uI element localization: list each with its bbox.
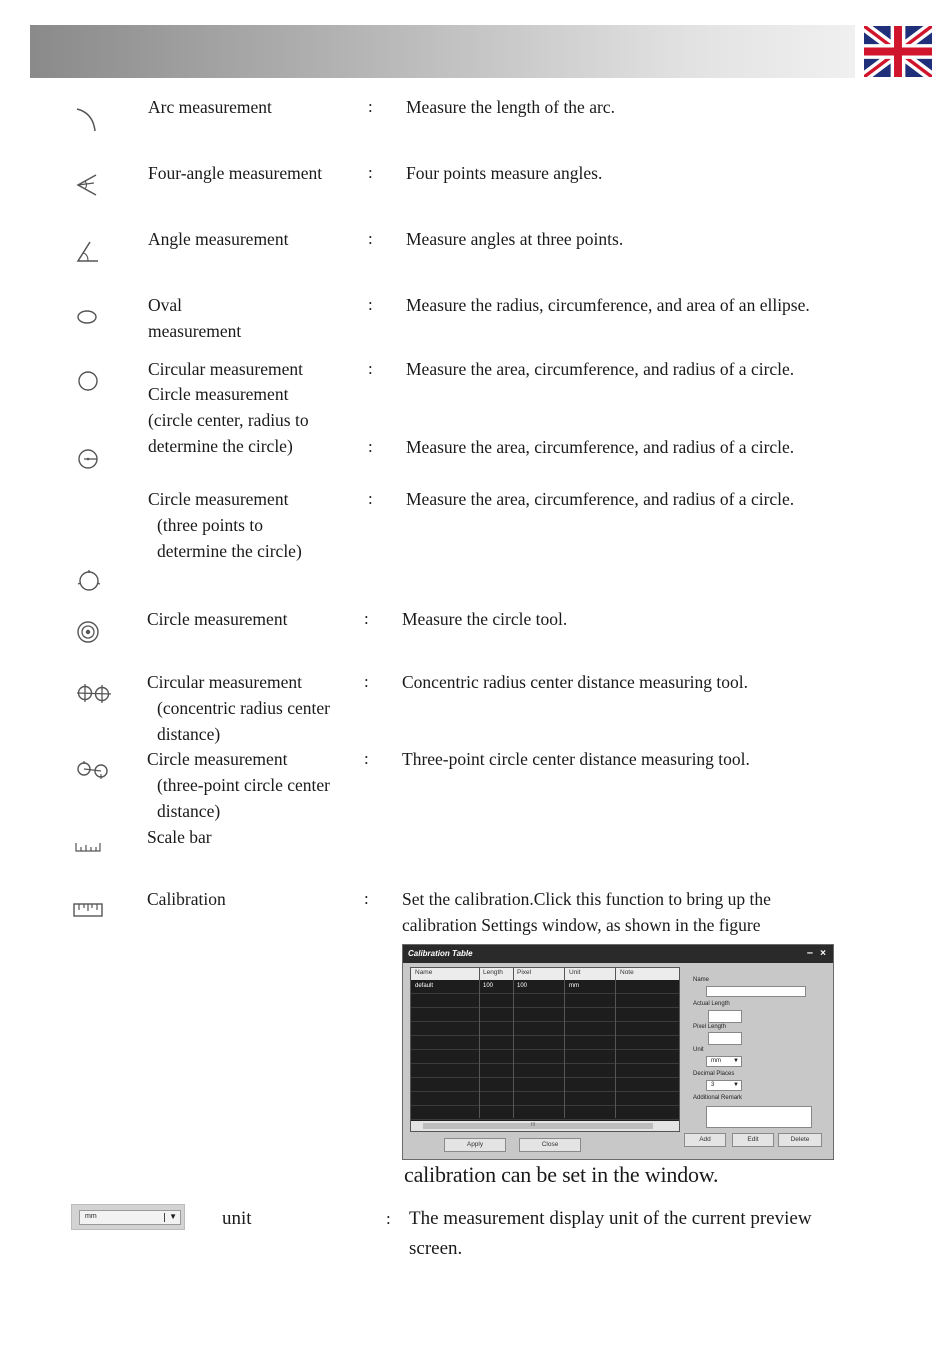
concentric-desc: Concentric radius center distance measuring tool. (402, 672, 748, 692)
separator: : (368, 359, 373, 378)
table-row[interactable] (411, 980, 679, 994)
scrollbar-grip: III (531, 1122, 536, 1128)
four-angle-title: Four-angle measurement (148, 163, 323, 183)
oval-desc: Measure the radius, circumference, and area of an ellipse. (406, 295, 810, 315)
table-row-empty (411, 1050, 679, 1064)
pixel-length-label: Pixel Length (693, 1024, 727, 1030)
unit-label: Unit (693, 1047, 704, 1053)
separator: : (368, 97, 373, 116)
circle-3p-title-3: determine the circle) (157, 541, 302, 561)
dialog-title: Calibration Table (408, 949, 473, 958)
table-row-empty (411, 1078, 679, 1092)
angle-title: Angle measurement (148, 229, 289, 249)
circle-icon[interactable] (74, 368, 102, 394)
add-button[interactable]: Add (684, 1133, 726, 1147)
remark-field[interactable] (706, 1106, 812, 1128)
angle-desc: Measure angles at three points. (406, 229, 624, 249)
table-row-empty (411, 1008, 679, 1022)
column-header[interactable]: Length (483, 969, 503, 976)
cell-pixel: 100 (517, 983, 528, 989)
actual-length-label: Actual Length (693, 1001, 730, 1007)
calibration-desc-2: calibration Settings window, as shown in the figure (402, 915, 761, 935)
unit-combobox-field[interactable] (79, 1210, 181, 1225)
unit-select-value: mm (711, 1058, 721, 1064)
cell-name: default (415, 983, 434, 989)
column-header[interactable]: Pixel (517, 969, 532, 976)
three-point-title-3: distance) (157, 801, 221, 821)
table-row-empty (411, 1064, 679, 1078)
concentric-circle-icon[interactable] (74, 618, 102, 646)
cell-unit: mm (569, 983, 579, 989)
three-point-title-2: (three-point circle center (157, 775, 330, 795)
apply-button[interactable]: Apply (444, 1138, 506, 1152)
separator: : (364, 609, 369, 628)
circle-cr-desc: Measure the area, circumference, and radius of a circle. (406, 437, 795, 457)
separator: : (364, 672, 369, 691)
oval-title-2: measurement (148, 321, 242, 341)
separator: : (364, 749, 369, 768)
calibration-title: Calibration (147, 889, 226, 909)
separator: : (368, 163, 373, 182)
column-header[interactable]: Unit (569, 969, 581, 976)
ruler-icon[interactable] (72, 901, 104, 919)
table-scrollbar[interactable] (411, 1121, 679, 1131)
cell-length: 100 (483, 983, 494, 989)
angle-icon[interactable] (74, 240, 102, 264)
scale-title: Scale bar (147, 827, 212, 847)
uk-flag-icon (864, 26, 932, 77)
column-header[interactable]: Name (415, 969, 433, 976)
actual-length-field[interactable] (708, 1010, 742, 1023)
separator: : (364, 889, 369, 908)
circle-tool-title: Circle measurement (147, 609, 288, 629)
decimal-places-label: Decimal Places (693, 1071, 735, 1077)
four-angle-icon[interactable] (74, 172, 102, 198)
table-row-empty (411, 1106, 679, 1120)
name-label: Name (693, 977, 710, 983)
decimal-places-select[interactable] (706, 1080, 742, 1091)
concentric-title-2: (concentric radius center (157, 698, 330, 718)
unit-combobox[interactable] (71, 1204, 185, 1230)
calibration-desc: Set the calibration.Click this function to bring up the (402, 889, 771, 909)
circle-cr-title-3: determine the circle) (148, 436, 293, 456)
table-row-empty (411, 1092, 679, 1106)
column-divider (564, 968, 565, 1118)
calibration-dialog (402, 944, 834, 1160)
circle-center-radius-icon[interactable] (74, 446, 102, 472)
column-divider (615, 968, 616, 1118)
unit-select[interactable] (706, 1056, 742, 1067)
table-row-empty (411, 1022, 679, 1036)
table-row-empty (411, 994, 679, 1008)
column-header[interactable]: Note (620, 969, 634, 976)
header-bar (30, 25, 855, 78)
separator: : (368, 437, 373, 456)
circle-3p-title: Circle measurement (148, 489, 289, 509)
four-angle-desc: Four points measure angles. (406, 163, 603, 183)
minimize-icon[interactable]: – (806, 947, 813, 959)
chevron-down-icon[interactable]: ▼ (733, 1058, 739, 1064)
circle-3p-title-2: (three points to (157, 515, 263, 535)
unit-combobox-value: mm (85, 1213, 97, 1220)
separator: : (368, 295, 373, 314)
three-point-title: Circle measurement (147, 749, 288, 769)
concentric-title-3: distance) (157, 724, 221, 744)
dialog-titlebar (403, 945, 833, 963)
chevron-down-icon[interactable]: ▼ (733, 1082, 739, 1088)
chevron-down-icon[interactable]: ▼ (169, 1212, 177, 1221)
delete-button[interactable]: Delete (778, 1133, 822, 1147)
column-divider (479, 968, 480, 1118)
name-field[interactable] (706, 986, 806, 997)
unit-title: unit (222, 1208, 252, 1229)
separator: : (386, 1209, 391, 1228)
close-icon[interactable]: × (820, 948, 826, 959)
circular-title: Circular measurement (148, 359, 304, 379)
table-row-empty (411, 1036, 679, 1050)
separator: : (368, 229, 373, 248)
circle-tool-desc: Measure the circle tool. (402, 609, 568, 629)
concentric-title: Circular measurement (147, 672, 303, 692)
circle-cr-title: Circle measurement (148, 384, 289, 404)
decimal-places-value: 3 (711, 1082, 715, 1088)
separator: : (368, 489, 373, 508)
edit-button[interactable]: Edit (732, 1133, 774, 1147)
circle-3p-desc: Measure the area, circumference, and radius of a circle. (406, 489, 795, 509)
scale-bar-icon[interactable] (74, 840, 102, 854)
figure-caption: calibration can be set in the window. (404, 1162, 719, 1187)
circular-desc: Measure the area, circumference, and radius of a circle. (406, 359, 795, 379)
arc-desc: Measure the length of the arc. (406, 97, 615, 117)
scrollbar-thumb[interactable] (423, 1123, 653, 1129)
table-header (411, 968, 679, 980)
remark-label: Additional Remark (693, 1095, 743, 1101)
oval-title: Oval (148, 295, 183, 315)
circle-cr-title-2: (circle center, radius to (148, 410, 309, 430)
three-point-desc: Three-point circle center distance measuring tool. (402, 749, 750, 769)
unit-desc-2: screen. (409, 1238, 463, 1259)
three-point-distance-icon[interactable] (75, 758, 111, 782)
unit-desc: The measurement display unit of the current preview (409, 1208, 812, 1229)
column-divider (513, 968, 514, 1118)
concentric-distance-icon[interactable] (75, 682, 113, 706)
divider (164, 1213, 165, 1222)
pixel-length-field[interactable] (708, 1032, 742, 1045)
ellipse-icon[interactable] (74, 308, 100, 326)
close-button[interactable]: Close (519, 1138, 581, 1152)
arc-title: Arc measurement (148, 97, 272, 117)
circle-three-points-icon[interactable] (75, 568, 103, 594)
calibration-table (410, 967, 680, 1132)
arc-icon[interactable] (74, 104, 100, 134)
